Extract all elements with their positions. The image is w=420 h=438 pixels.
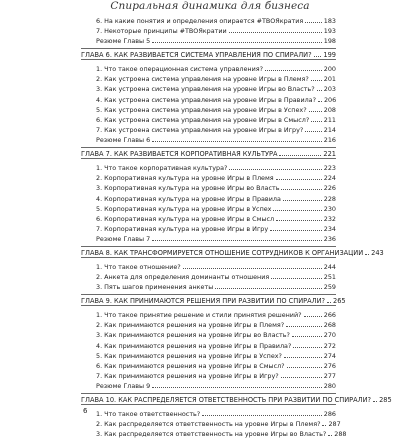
toc-page-number: 198 bbox=[323, 37, 336, 46]
toc-chapter-heading bbox=[81, 392, 392, 405]
dot-leader bbox=[152, 141, 322, 142]
dot-leader bbox=[215, 288, 322, 289]
toc-entry bbox=[96, 378, 336, 390]
toc-page-number: 200 bbox=[323, 65, 336, 73]
toc-page-number: 214 bbox=[323, 126, 336, 135]
toc-page-number: 236 bbox=[323, 235, 336, 244]
toc-page-number: 277 bbox=[323, 372, 336, 381]
toc-entry bbox=[96, 132, 336, 144]
dot-leader bbox=[152, 42, 322, 43]
dot-leader bbox=[373, 401, 377, 402]
toc-chapter-heading bbox=[81, 146, 336, 158]
chapter-rule-bottom bbox=[81, 158, 336, 159]
toc-entry-title: 4. Как устроена система управления на уровне Игры в Правила? bbox=[96, 95, 316, 104]
toc-page-number: 243 bbox=[371, 249, 384, 258]
toc-chapter-heading bbox=[81, 47, 336, 59]
toc-entry-title: Резюме Главы 7 bbox=[96, 235, 151, 244]
toc-page-number: 244 bbox=[323, 263, 336, 271]
dot-leader bbox=[152, 240, 322, 241]
toc-entry-title: 7. Как принимаются решения на уровне Игры в Игру? bbox=[96, 372, 279, 381]
dot-leader bbox=[279, 155, 321, 156]
toc-entry-title: 5. Как принимаются решения на уровне Игры в Успех? bbox=[96, 351, 282, 360]
toc-entry bbox=[96, 231, 336, 243]
toc-entry-title: ГЛАВА 8. КАК ТРАНСФОРМИРУЕТСЯ ОТНОШЕНИЕ СОТРУДНИКОВ К ОРГАНИЗАЦИИ bbox=[81, 249, 364, 258]
toc-page-number: 232 bbox=[323, 215, 336, 223]
toc-page-number: 211 bbox=[323, 116, 336, 124]
toc-entry-title: 2. Анкета для определения доминанты отношения bbox=[96, 273, 270, 282]
toc-entry-title: 3. Как распределяется ответственность на уровне Игры во Власть? bbox=[96, 430, 327, 438]
toc-page-number: 183 bbox=[323, 17, 336, 25]
toc-page-number: 228 bbox=[323, 194, 336, 203]
toc-entry-title: 1. Что такое корпоративная культура? bbox=[96, 164, 228, 172]
toc-entry-title: 1. Что такое ответственность? bbox=[96, 410, 201, 418]
toc-page-number: 224 bbox=[323, 174, 336, 183]
toc-entry-title: Резюме Главы 6 bbox=[96, 136, 151, 145]
toc-entry-title: 4. Корпоративная культура на уровне Игры в Правила bbox=[96, 194, 281, 203]
toc-page-number: 286 bbox=[323, 410, 336, 418]
toc-entry-title: ГЛАВА 6. КАК РАЗВИВАЕТСЯ СИСТЕМА УПРАВЛЕНИЯ ПО СПИРАЛИ? bbox=[81, 51, 312, 60]
toc-page-number: 193 bbox=[323, 27, 336, 36]
toc-page-number: 208 bbox=[323, 105, 336, 114]
toc-entry-title: Резюме Главы 9 bbox=[96, 382, 151, 391]
toc-page-number: 201 bbox=[323, 75, 336, 84]
toc-entry-title: 1. Что такое принятие решение и стили принятия решений? bbox=[96, 311, 302, 319]
toc-page-number: 276 bbox=[323, 362, 336, 370]
toc-page-number: 274 bbox=[323, 351, 336, 360]
toc-entry-title: 6. На какие понятия и определения опирается #ТВОЯкратия bbox=[96, 17, 304, 25]
toc-page-number: 280 bbox=[323, 382, 336, 391]
toc-entry-title: 3. Пять шагов применения анкеты bbox=[96, 283, 214, 292]
toc-entry bbox=[96, 426, 347, 438]
toc-entry-title: 3. Корпоративная культура на уровне Игры во Власть bbox=[96, 184, 280, 193]
toc-page-number: 216 bbox=[323, 136, 336, 145]
toc-page-number: 288 bbox=[334, 430, 347, 438]
toc-chapter-heading bbox=[81, 293, 346, 306]
toc-page-number: 234 bbox=[323, 225, 336, 234]
toc-page-number: 266 bbox=[323, 311, 336, 319]
page-number: 6 bbox=[83, 407, 88, 415]
toc-entry-title: 2. Как принимаются решения на уровне Игры в Племя? bbox=[96, 321, 285, 330]
toc-entry bbox=[96, 279, 336, 291]
toc-entry-title: 2. Как устроена система управления на уровне Игры в Племя? bbox=[96, 75, 309, 84]
toc-entry-title: 1. Что такое операционная система управления? bbox=[96, 65, 263, 73]
chapter-rule-bottom bbox=[81, 257, 336, 258]
dot-leader bbox=[365, 254, 369, 255]
running-header: Спиральная динамика для бизнеса bbox=[110, 0, 310, 12]
toc-entry-title: 1. Что такое отношение? bbox=[96, 263, 181, 271]
toc-entry-title: 3. Как устроена система управления на уровне Игры во Власть? bbox=[96, 85, 315, 94]
toc-entry-title: 2. Корпоративная культура на уровне Игры в Племя bbox=[96, 174, 274, 183]
toc-page-number: 230 bbox=[323, 204, 336, 213]
toc-page-number: 259 bbox=[323, 283, 336, 292]
toc-chapter-heading bbox=[81, 245, 384, 258]
toc-entry-title: 3. Как принимаются решения на уровне Игры во Власть? bbox=[96, 331, 290, 340]
toc-entry-title: ГЛАВА 9. КАК ПРИНИМАЮТСЯ РЕШЕНИЯ ПРИ РАЗВИТИИ ПО СПИРАЛИ? bbox=[81, 297, 326, 306]
toc-entry-title: 6. Как устроена система управления на уровне Игры в Смысл? bbox=[96, 116, 310, 124]
toc-entry-title: 6. Как принимаются решения на уровне Игры в Смысл? bbox=[96, 362, 285, 370]
dot-leader bbox=[328, 435, 332, 436]
toc-page-number: 203 bbox=[323, 85, 336, 94]
toc-entry-title: 7. Корпоративная культура на уровне Игры в Игру bbox=[96, 225, 269, 234]
toc-page-number: 223 bbox=[323, 164, 336, 172]
toc-entry-title: 6. Корпоративная культура на уровне Игры в Смысл bbox=[96, 215, 275, 223]
toc-page-number: 226 bbox=[323, 184, 336, 193]
toc-page-number: 270 bbox=[323, 331, 336, 340]
toc-page-number: 251 bbox=[323, 273, 336, 282]
toc-entry-title: 5. Как устроена система управления на уровне Игры в Успех? bbox=[96, 105, 307, 114]
toc-page-number: 285 bbox=[379, 396, 392, 405]
dot-leader bbox=[152, 387, 322, 388]
chapter-rule-bottom bbox=[81, 59, 336, 60]
toc-page-number: 221 bbox=[323, 150, 336, 159]
toc-entry-title: 7. Как устроена система управления на уровне Игры в Игру? bbox=[96, 126, 304, 135]
toc-page-number: 272 bbox=[323, 341, 336, 350]
toc-entry-title: ГЛАВА 7. КАК РАЗВИВАЕТСЯ КОРПОРАТИВНАЯ КУЛЬТУРА bbox=[81, 150, 278, 159]
chapter-rule-bottom bbox=[81, 404, 336, 405]
toc-entry-title: Резюме Главы 5 bbox=[96, 37, 151, 46]
dot-leader bbox=[314, 56, 322, 57]
toc-entry-title: 7. Некоторые принципы #ТВОЯкратии bbox=[96, 27, 227, 36]
toc-page-number: 268 bbox=[323, 321, 336, 330]
toc-entry bbox=[96, 33, 336, 45]
dot-leader bbox=[327, 302, 331, 303]
toc-page-number: 199 bbox=[323, 51, 336, 60]
toc-entry-title: 4. Как принимаются решения на уровне Игры в Правила? bbox=[96, 341, 292, 350]
toc-entry-title: ГЛАВА 10. КАК РАСПРЕДЕЛЯЕТСЯ ОТВЕТСТВЕННОСТЬ ПРИ РАЗВИТИИ ПО СПИРАЛИ? bbox=[81, 396, 372, 405]
toc-entry-title: 5. Корпоративная культура на уровне Игры в Успех bbox=[96, 204, 272, 213]
toc-page-number: 287 bbox=[328, 420, 341, 429]
chapter-rule-bottom bbox=[81, 305, 336, 306]
toc-page-number: 206 bbox=[323, 95, 337, 104]
toc-entry-title: 2. Как распределяется ответственность на уровне Игры в Племя? bbox=[96, 420, 321, 429]
toc-page-number: 265 bbox=[333, 297, 346, 306]
